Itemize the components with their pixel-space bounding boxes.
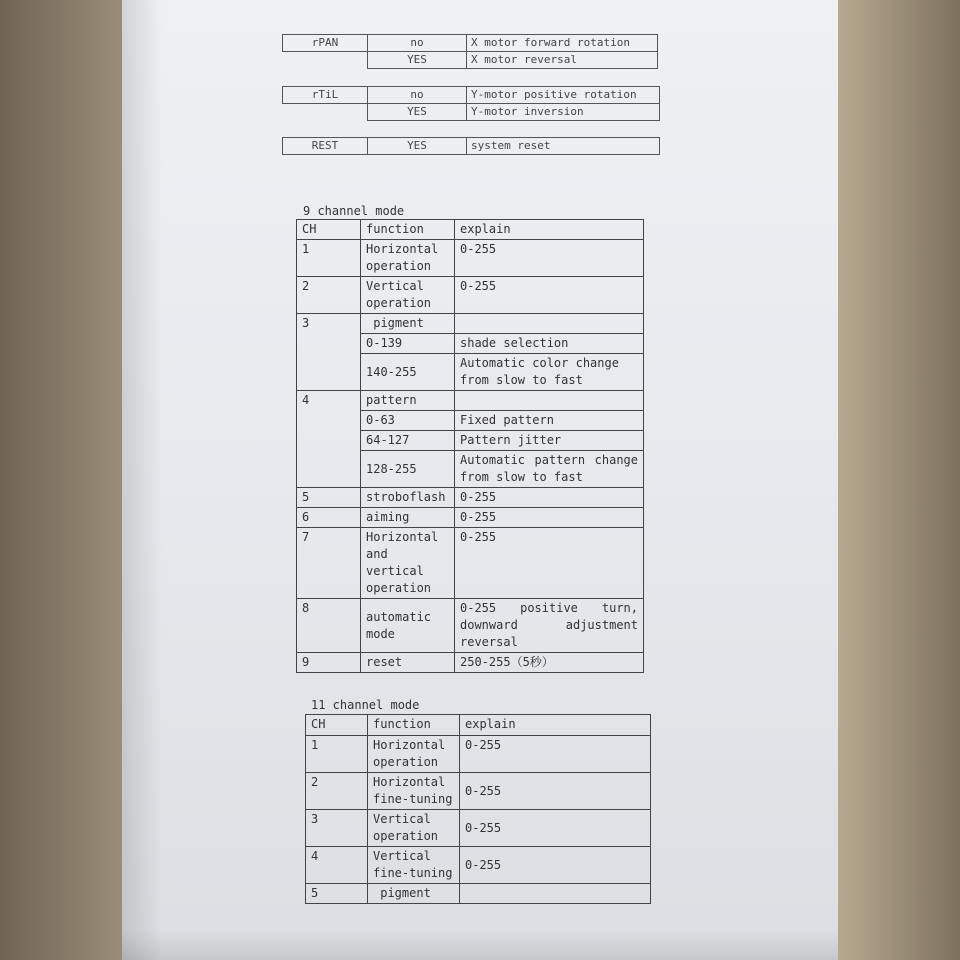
cell-explain [460, 884, 651, 904]
table-row [306, 773, 651, 810]
cell-range: 0-139 [361, 334, 455, 354]
setting-key: rTiL [283, 87, 368, 104]
cell-function: Vertical operation [361, 277, 455, 314]
table-row [283, 52, 658, 69]
cell-explain: 0-255 [455, 528, 644, 599]
explain-line: from slow to fast [460, 470, 583, 484]
cell-function: Horizontal operation [361, 240, 455, 277]
cell-explain: 0-255 [460, 773, 651, 810]
cell-explain: Pattern jitter [455, 431, 644, 451]
table-row [283, 104, 660, 121]
cell-explain: Fixed pattern [455, 411, 644, 431]
setting-value: no [368, 87, 467, 104]
header-explain: explain [455, 220, 644, 240]
setting-desc: Y-motor inversion [467, 104, 660, 121]
cell-range: 64-127 [361, 431, 455, 451]
cell-function: Horizontal fine-tuning [368, 773, 460, 810]
cell-ch: 4 [306, 847, 368, 884]
mode9-table [296, 219, 644, 673]
cell-ch: 2 [306, 773, 368, 810]
mode9-caption: 9 channel mode [303, 204, 405, 218]
table-row [297, 508, 644, 528]
cell-function [368, 884, 460, 904]
cell-ch: 6 [297, 508, 361, 528]
cell-explain: 0-255 [460, 810, 651, 847]
cell-ch: 1 [297, 240, 361, 277]
table-row [297, 599, 644, 653]
cell-function: Horizontal and vertical operation [361, 528, 455, 599]
table-row [297, 277, 644, 314]
explain-line: Automatic pattern change [460, 453, 638, 467]
cell-explain: 0-255 [460, 736, 651, 773]
empty-cell [283, 104, 368, 121]
cell-function: pattern [361, 391, 455, 411]
cell-explain: 0-255 [455, 488, 644, 508]
table-row [283, 35, 658, 52]
cell-ch: 4 [297, 391, 361, 488]
header-explain: explain [460, 715, 651, 736]
cell-ch: 7 [297, 528, 361, 599]
table-row [306, 884, 651, 904]
table-row [297, 240, 644, 277]
table-row [297, 391, 644, 411]
header-ch: CH [297, 220, 361, 240]
setting-table-rpan [282, 34, 658, 69]
cell-range: 140-255 [361, 354, 455, 391]
cell-function [361, 314, 455, 334]
cell-function: reset [361, 653, 455, 673]
table-row [283, 138, 660, 155]
table-row [283, 87, 660, 104]
cell-explain [455, 451, 644, 488]
cell-function: Vertical fine-tuning [368, 847, 460, 884]
function-label: pigment [373, 316, 424, 330]
cell-ch: 1 [306, 736, 368, 773]
cell-explain: 0-255 [455, 240, 644, 277]
setting-value: YES [368, 104, 467, 121]
table-row [306, 736, 651, 773]
cell-ch: 3 [306, 810, 368, 847]
cell-function: Horizontal operation [368, 736, 460, 773]
background-left [0, 0, 122, 960]
setting-desc: Y-motor positive rotation [467, 87, 660, 104]
cell-ch: 3 [297, 314, 361, 391]
table-row [297, 314, 644, 334]
cell-function: aiming [361, 508, 455, 528]
setting-desc: X motor reversal [467, 52, 658, 69]
explain-line: 0-255 positive turn, [460, 601, 638, 615]
table-row [297, 528, 644, 599]
cell-explain: 0-255 [455, 508, 644, 528]
setting-value: no [368, 35, 467, 52]
function-label: pigment [380, 886, 431, 900]
cell-range: 128-255 [361, 451, 455, 488]
paper-bottom-shadow [122, 930, 838, 960]
cell-function: Vertical operation [368, 810, 460, 847]
cell-explain: Automatic color change from slow to fast [455, 354, 644, 391]
cell-explain [455, 599, 644, 653]
header-function: function [368, 715, 460, 736]
setting-key: REST [283, 138, 368, 155]
setting-table-rest [282, 137, 660, 155]
background-right [838, 0, 960, 960]
setting-desc: X motor forward rotation [467, 35, 658, 52]
cell-explain: 0-255 [455, 277, 644, 314]
mode11-caption: 11 channel mode [311, 698, 420, 712]
paper-fold-shadow [122, 0, 162, 960]
cell-ch: 5 [297, 488, 361, 508]
explain-line: downward adjustment [460, 618, 638, 632]
cell-ch: 5 [306, 884, 368, 904]
cell-explain: shade selection [455, 334, 644, 354]
cell-explain [455, 314, 644, 334]
setting-value: YES [368, 52, 467, 69]
setting-table-rtil [282, 86, 660, 121]
cell-ch: 9 [297, 653, 361, 673]
table-header-row [306, 715, 651, 736]
header-function: function [361, 220, 455, 240]
cell-explain: 0-255 [460, 847, 651, 884]
table-row [306, 810, 651, 847]
table-row [297, 488, 644, 508]
setting-key: rPAN [283, 35, 368, 52]
mode11-table [305, 714, 651, 904]
setting-value: YES [368, 138, 467, 155]
table-header-row [297, 220, 644, 240]
explain-line: reversal [460, 635, 518, 649]
cell-function: automatic mode [361, 599, 455, 653]
table-row [297, 653, 644, 673]
cell-explain [455, 391, 644, 411]
setting-desc: system reset [467, 138, 660, 155]
cell-explain: 250-255（5秒） [455, 653, 644, 673]
cell-function: stroboflash [361, 488, 455, 508]
table-row [306, 847, 651, 884]
header-ch: CH [306, 715, 368, 736]
cell-ch: 8 [297, 599, 361, 653]
cell-range: 0-63 [361, 411, 455, 431]
cell-ch: 2 [297, 277, 361, 314]
empty-cell [283, 52, 368, 69]
